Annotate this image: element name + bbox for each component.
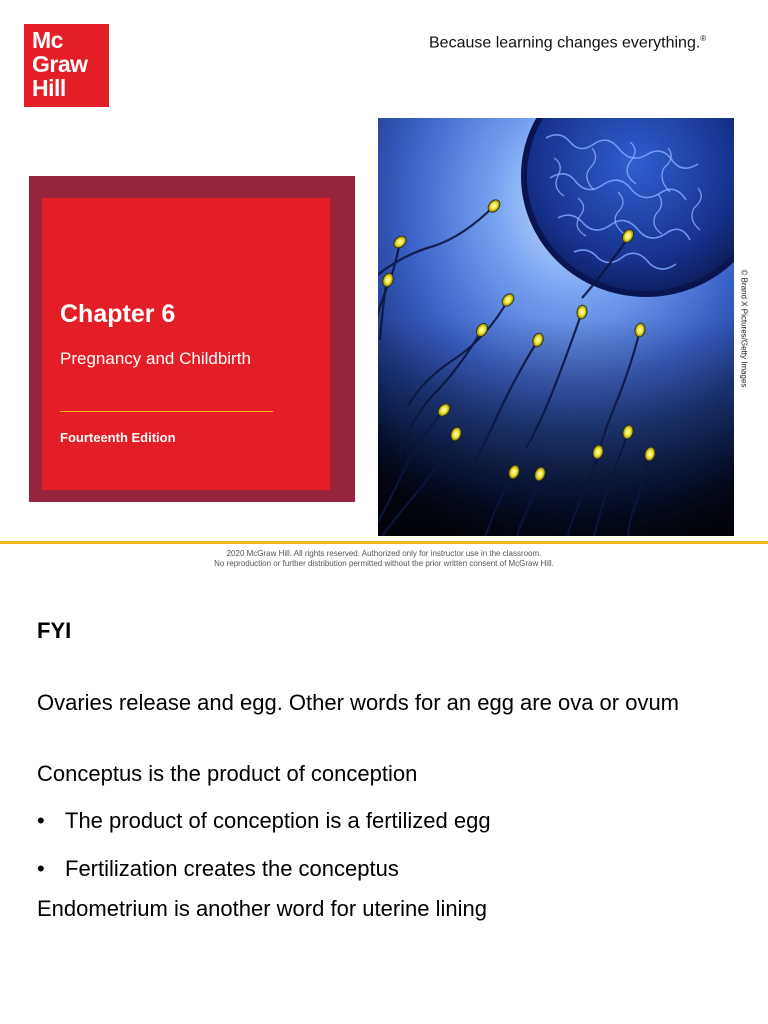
tagline [429, 34, 706, 52]
logo-line-hill: Hill [32, 75, 66, 101]
copyright-line-2: No reproduction or further distribution permitted without the prior written consent of McGraw Hill. [214, 559, 554, 568]
notes-bullet [37, 854, 399, 884]
bullet-text: The product of conception is a fertilized egg [65, 808, 491, 833]
image-credit-text: © Brand X Pictures/Getty Images [739, 269, 749, 388]
notes-line-endometrium: Endometrium is another word for uterine lining [37, 896, 488, 921]
chapter-subtitle: Pregnancy and Childbirth [60, 349, 251, 368]
title-divider [60, 411, 273, 412]
bullet-dot: • [37, 856, 45, 881]
registered-mark: ® [700, 34, 707, 43]
edition-label: Fourteenth Edition [60, 430, 176, 445]
logo-line-mc: Mc [32, 27, 63, 53]
bullet-dot: • [37, 808, 45, 833]
footer-divider [0, 541, 768, 544]
copyright-notice [0, 549, 768, 569]
notes-bullet [37, 806, 491, 836]
logo-line-graw: Graw [32, 51, 88, 77]
copyright-line-1: 2020 McGraw Hill. All rights reserved. Authorized only for instructor use in the classroom. [226, 549, 542, 558]
mcgraw-hill-logo [24, 24, 109, 107]
sperm-and-egg-image [378, 118, 734, 536]
tagline-text: Because learning changes everything. [429, 34, 701, 52]
notes-heading: FYI [37, 618, 72, 643]
chapter-title: Chapter 6 [60, 300, 176, 328]
image-credit [738, 262, 750, 398]
notes-line-ovaries: Ovaries release and egg. Other words for an egg are ova or ovum [37, 690, 680, 715]
bullet-text: Fertilization creates the conceptus [65, 856, 399, 881]
notes-line-conceptus: Conceptus is the product of conception [37, 761, 418, 786]
title-box [42, 198, 330, 490]
